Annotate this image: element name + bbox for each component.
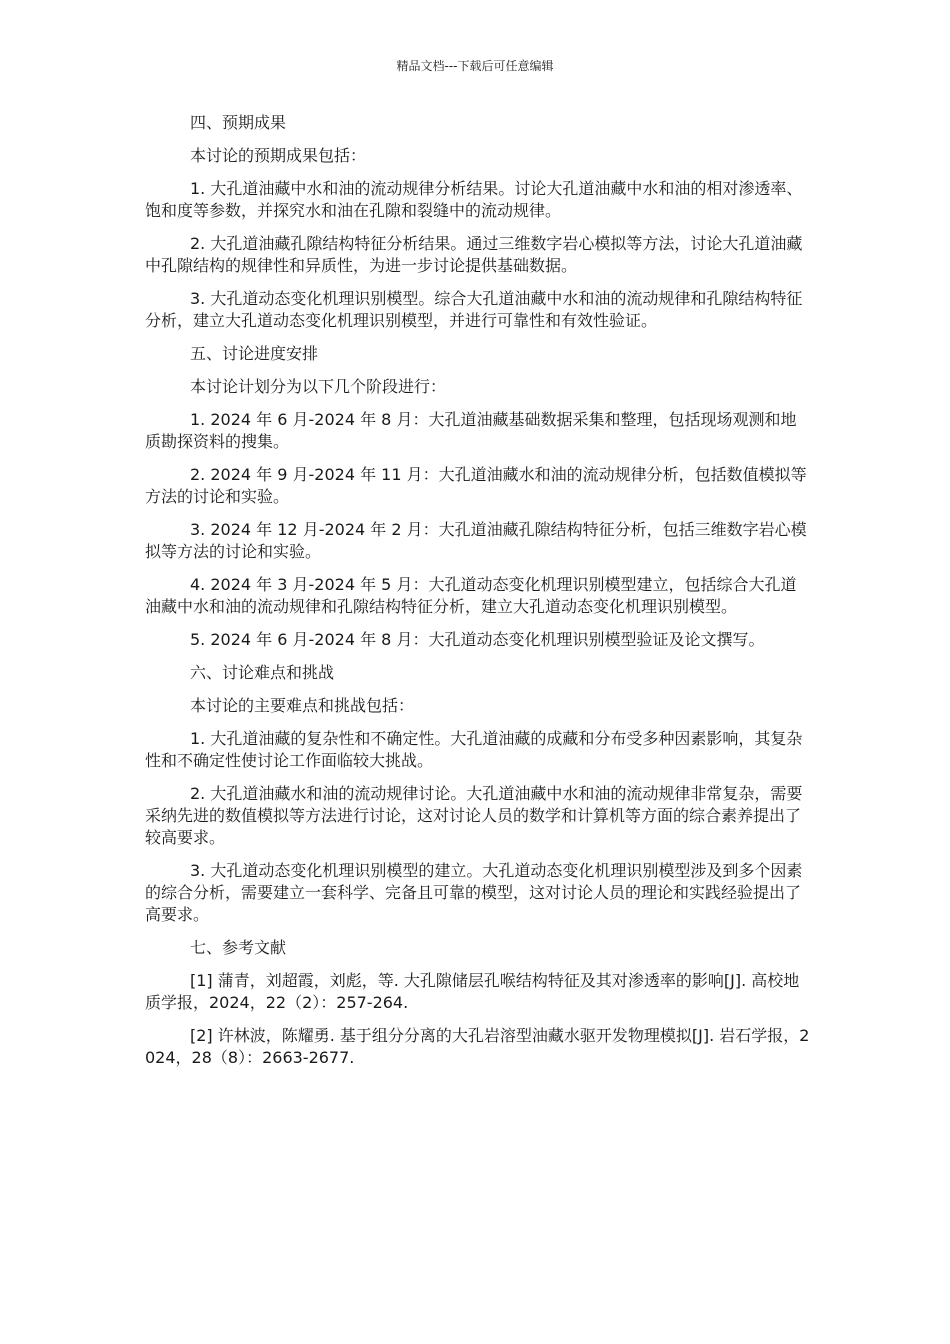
section-heading-expected-results: 四、预期成果 [190, 113, 287, 132]
list-item: 3. 大孔道动态变化机理识别模型的建立。大孔道动态变化机理识别模型涉及到多个因素的综合分析，需要建立一套科学、完备且可靠的模型，这对讨论人员的理论和实践经验提出了高要求。 [145, 861, 803, 924]
list-item: 2. 2024 年 9 月-2024 年 11 月：大孔道油藏水和油的流动规律分析，包括数值模拟等方法的讨论和实验。 [145, 465, 807, 506]
list-item: 2. 大孔道油藏孔隙结构特征分析结果。通过三维数字岩心模拟等方法，讨论大孔道油藏中孔隙结构的规律性和异质性，为进一步讨论提供基础数据。 [145, 234, 803, 275]
document-body [145, 112, 810, 1080]
list-item: 1. 大孔道油藏中水和油的流动规律分析结果。讨论大孔道油藏中水和油的相对渗透率、饱和度等参数，并探究水和油在孔隙和裂缝中的流动规律。 [145, 179, 803, 220]
list-item: 1. 2024 年 6 月-2024 年 8 月：大孔道油藏基础数据采集和整理，包括现场观测和地质勘探资料的搜集。 [145, 410, 797, 451]
reference-item: [2] 许林波，陈耀勇. 基于组分分离的大孔岩溶型油藏水驱开发物理模拟[J]. 岩石学报，2024，28（8）：2663-2677. [145, 1026, 810, 1067]
paragraph: 本讨论计划分为以下几个阶段进行： [190, 377, 447, 396]
paragraph: 本讨论的主要难点和挑战包括： [190, 696, 415, 715]
section-heading-references: 七、参考文献 [190, 938, 287, 957]
list-item: 2. 大孔道油藏水和油的流动规律讨论。大孔道油藏中水和油的流动规律非常复杂，需要采纳先进的数值模拟等方法进行讨论，这对讨论人员的数学和计算机等方面的综合素养提出了较高要求。 [145, 784, 803, 847]
list-item: 3. 大孔道动态变化机理识别模型。综合大孔道油藏中水和油的流动规律和孔隙结构特征分析，建立大孔道动态变化机理识别模型，并进行可靠性和有效性验证。 [145, 289, 803, 330]
paragraph: 本讨论的预期成果包括： [190, 146, 367, 165]
reference-item: [1] 蒲青，刘超霞，刘彪，等. 大孔隙储层孔喉结构特征及其对渗透率的影响[J]. 高校地质学报，2024，22（2）：257-264. [145, 971, 800, 1012]
list-item: 5. 2024 年 6 月-2024 年 8 月：大孔道动态变化机理识别模型验证及论文撰写。 [190, 630, 765, 649]
page-header: 精品文档---下载后可任意编辑 [396, 59, 554, 73]
list-item: 1. 大孔道油藏的复杂性和不确定性。大孔道油藏的成藏和分布受多种因素影响，其复杂性和不确定性使讨论工作面临较大挑战。 [145, 729, 803, 770]
list-item: 4. 2024 年 3 月-2024 年 5 月：大孔道动态变化机理识别模型建立，包括综合大孔道油藏中水和油的流动规律和孔隙结构特征分析，建立大孔道动态变化机理识别模型。 [145, 575, 797, 616]
section-heading-schedule: 五、讨论进度安排 [190, 344, 319, 363]
list-item: 3. 2024 年 12 月-2024 年 2 月：大孔道油藏孔隙结构特征分析，包括三维数字岩心模拟等方法的讨论和实验。 [145, 520, 807, 561]
section-heading-challenges: 六、讨论难点和挑战 [190, 663, 335, 682]
